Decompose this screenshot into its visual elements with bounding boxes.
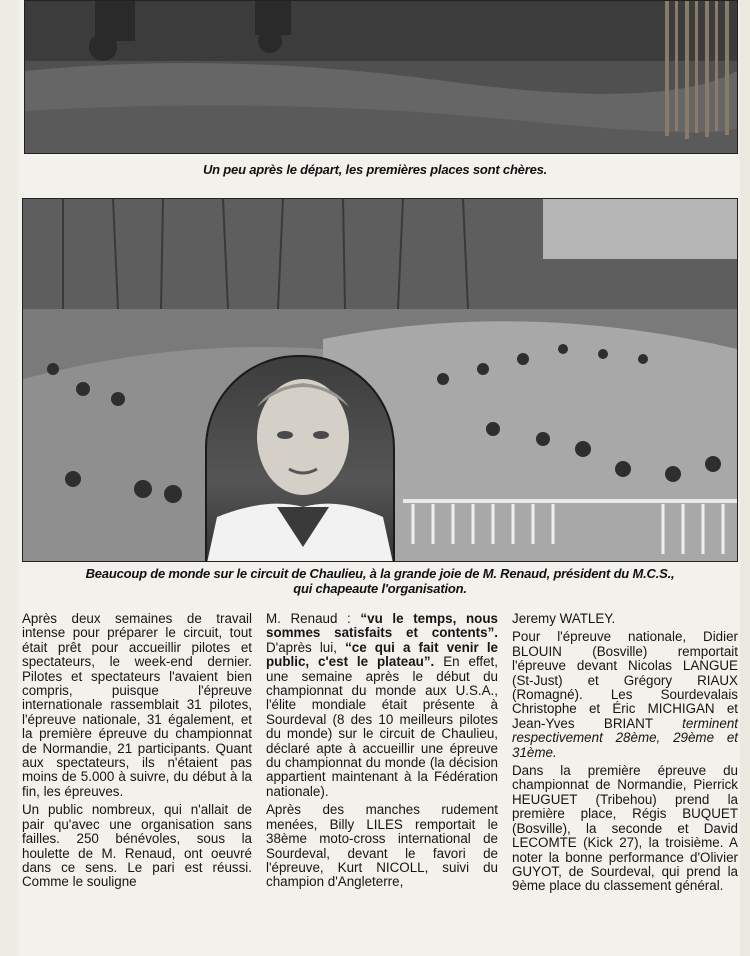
article-column-2 xyxy=(266,612,498,894)
quote-plateau: “ce qui a fait venir le public, c'est le plateau”. xyxy=(266,639,498,670)
paragraph-results-international: Après des manches rudement menées, Billy LILES remportait le 38ème moto-cross international de Sourdeval, devant le favori de l'épreuve, Kurt NICOLL, suivi du champion d'Angleterre, xyxy=(266,802,498,890)
right-margin xyxy=(740,0,750,956)
text-respectively: terminent respectivement 28ème, 29ème et 31ème. xyxy=(512,715,738,760)
photo-motocross-start-art xyxy=(25,1,737,153)
text-national: Pour l'épreuve nationale, Didier BLOUIN (Bosville) remportait l'épreuve devant Nicolas LANGUE (St-Just) et Grégory RIAUX (Romagné). Les Sourdevalais Christophe et Éric MICHIGAN et Jean-Yves BRIANT xyxy=(512,629,738,731)
article-column-3 xyxy=(512,612,738,898)
text-renaud: M. Renaud : xyxy=(266,611,351,626)
paragraph-renaud-quote xyxy=(266,612,498,799)
caption-crowd-line-2: qui chapeaute l'organisation. xyxy=(293,581,467,596)
caption-crowd-photo xyxy=(10,566,750,596)
quote-satisfied: “vu le temps, nous sommes satisfaits et contents”. xyxy=(266,611,498,641)
paragraph-results-normandie: Dans la première épreuve du championnat de Normandie, Pierrick HEUGUET (Tribehou) prend la première place, Régis BUQUET (Bosville), la seconde et David LECOMTE (Kick 27), la troisième. A noter la bonne performance d'Olivier GUYOT, de Sourdeval, qui prend la 9ème place du classement général. xyxy=(512,763,738,894)
left-column-edge xyxy=(0,0,18,956)
photo-crowd-circuit xyxy=(22,198,738,562)
caption-crowd-line-1: Beaucoup de monde sur le circuit de Chaulieu, à la grande joie de M. Renaud, président du M.C.S., xyxy=(85,566,675,581)
paragraph-watley: Jeremy WATLEY. xyxy=(512,611,616,626)
paragraph-public: Un public nombreux, qui n'allait de pair qu'avec une organisation sans failles. 250 bénévoles, sous la houlette de M. Renaud, ont oeuvré dans ce sens. Le pari est réussi. Comme le souligne xyxy=(22,802,252,890)
paragraph-results-national xyxy=(512,630,738,760)
text-en-effet: En effet, une semaine après le début du championnat du monde aux U.S.A., l'élite mondiale était présente à Sourdeval (8 des 10 meilleurs pilotes du monde) sur le circuit de Chaulieu, déclaré apte à accueillir une épreuve du championnat du monde (la décision appartient maintenant à la Fédération nationale). xyxy=(266,654,498,799)
portrait-m-renaud xyxy=(205,355,395,562)
article-column-1 xyxy=(22,612,252,894)
text-dapres-lui: D'après lui, xyxy=(266,639,337,655)
portrait-art xyxy=(207,357,393,562)
paragraph-intro: Après deux semaines de travail intense pour préparer le circuit, tout était prêt pour accueillir pilotes et spectateurs, le week-end dernier. Pilotes et spectateurs l'avaient bien compris, puisque l'épreuve internationale rassemblait 31 pilotes, l'épreuve nationale, 31 également, et la première épreuve du championnat de Normandie, 21 participants. Quant aux spectateurs, ils n'étaient pas moins de 5.000 à suivre, du début à la fin, les épreuves. xyxy=(22,611,252,799)
photo-motocross-start xyxy=(24,0,738,154)
caption-top-photo: Un peu après le départ, les premières places sont chères. xyxy=(202,162,548,177)
